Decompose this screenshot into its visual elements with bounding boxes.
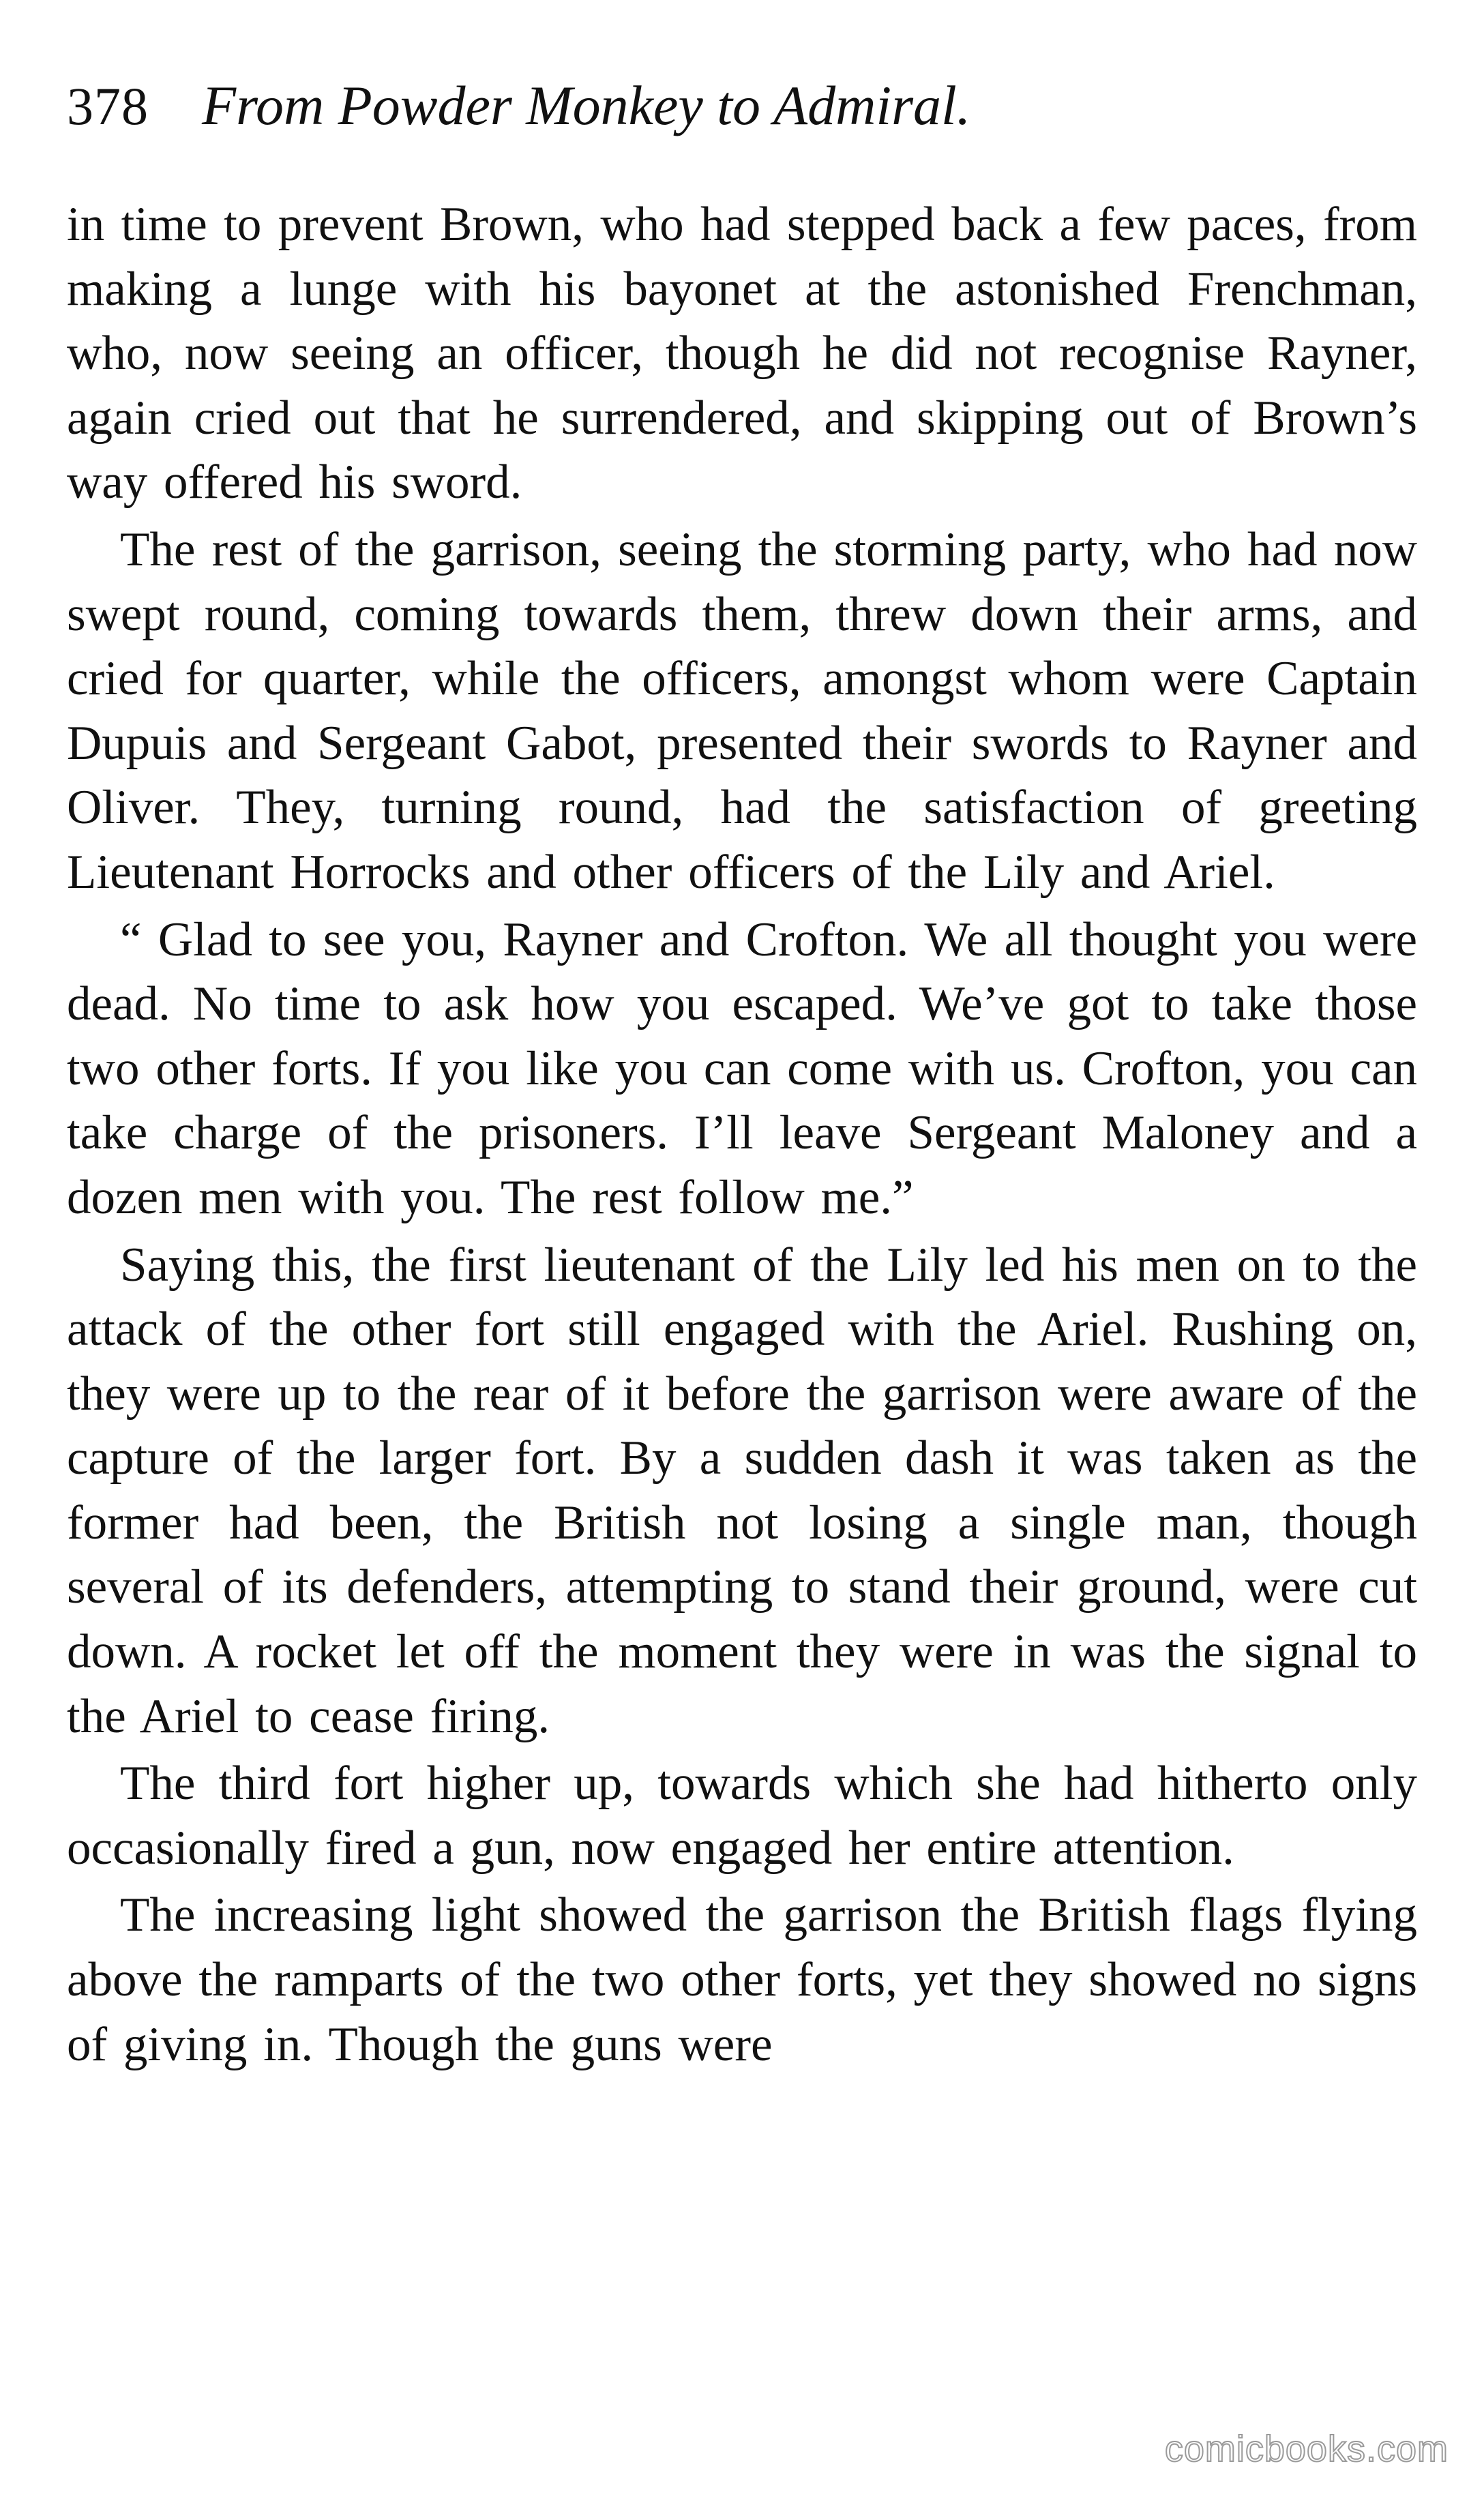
paragraph-5: The third fort higher up, towards which she had hitherto only occasionally fired a gun, now engaged her entire attention. (67, 1757, 1417, 1875)
paragraph-3: “ Glad to see you, Rayner and Crofton. We all thought you were dead. No time to ask how you escaped. We’ve got to take those two other forts. If you like you can come with us. Crofton, you can take charge of the prisoners. I’ll leave Sergeant Maloney and a dozen men with you. The rest follow me.” (67, 912, 1417, 1224)
paragraph-1: in time to prevent Brown, who had stepped back a few paces, from making a lunge with his bayonet at the astonished Frenchman, who, now seeing an officer, though he did not recognise Rayner, again cried out that he surrendered, and skipping out of Brown’s way offered his sword. (67, 198, 1417, 509)
paragraph-2: The rest of the garrison, seeing the storming party, who had now swept round, coming towards them, threw down their arms, and cried for quarter, while the officers, amongst whom were Captain Dupuis and Sergeant Gabot, presented their swords to Rayner and Oliver. They, turning round, had the satisfaction of greeting Lieutenant Horrocks and other officers of the Lily and Ariel. (67, 522, 1417, 899)
body-text (67, 192, 1417, 2077)
page-header (67, 74, 1417, 176)
paragraph-4: Saying this, the first lieutenant of the Lily led his men on to the attack of the other fort still engaged with the Ariel. Rushing on, they were up to the rear of it before the garrison were aware of the capture of the larger fort. By a sudden dash it was taken as the former had been, the British not losing a single man, though several of its defenders, attempting to stand their ground, were cut down. A rocket let off the moment they were in was the signal to the Ariel to cease firing. (67, 1238, 1417, 1743)
page-number: 378 (67, 76, 149, 136)
paragraph-6: The increasing light showed the garrison the British flags flying above the ramparts of the two other forts, yet they showed no signs of giving in. Though the guns were (67, 1888, 1417, 2071)
running-title: From Powder Monkey to Admiral. (202, 74, 971, 136)
watermark: comicbooks.com (1164, 2428, 1449, 2469)
